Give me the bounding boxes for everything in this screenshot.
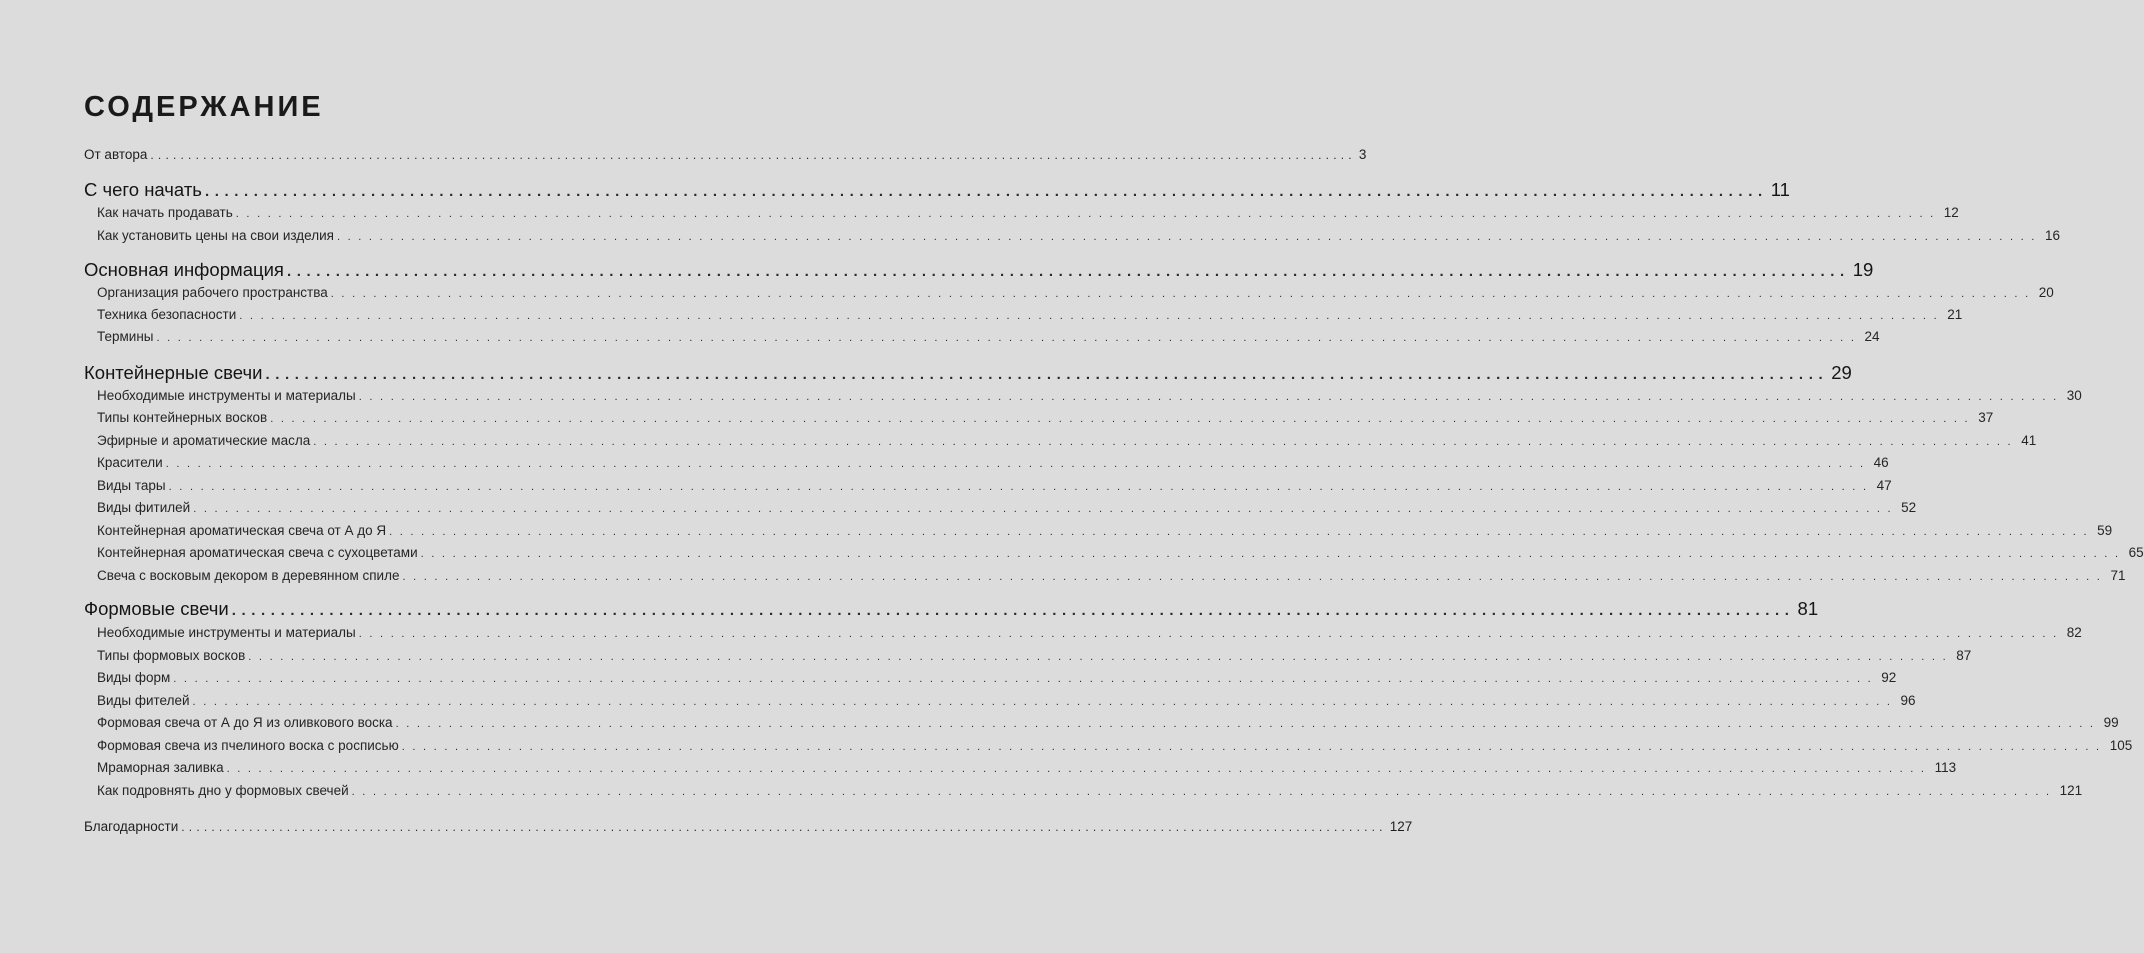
toc-entry[interactable] [97, 305, 1963, 325]
dot-leader: ................................................................................................................................................................ [204, 183, 1768, 200]
toc-entry-page: 3 [1358, 147, 1367, 162]
dot-leader: ................................................................................................................................................................ [156, 332, 1862, 344]
toc-entry-page: 105 [2109, 738, 2133, 753]
toc-entry-label: Виды фитилей [97, 500, 191, 515]
toc-entry-label: Типы контейнерных восков [97, 410, 268, 425]
toc-entry-page: 21 [1947, 307, 1963, 322]
toc-entry[interactable] [97, 453, 1889, 473]
toc-entry-label: Свеча с восковым декором в деревянном спиле [97, 568, 400, 583]
toc-entry-label: Необходимые инструменты и материалы [97, 625, 356, 640]
toc-entry-page: 87 [1956, 648, 1972, 663]
toc-entry-page: 121 [2059, 783, 2083, 798]
toc-section-title: Основная информация [84, 259, 284, 280]
dot-leader: ................................................................................................................................................................ [358, 391, 2064, 403]
toc-entry[interactable] [97, 713, 2119, 733]
toc-entry-label: Организация рабочего пространства [97, 285, 328, 300]
toc-entry-page: 127 [1389, 819, 1413, 834]
dot-leader: ................................................................................................................................................................ [235, 208, 1941, 220]
dot-leader: ................................................................................................................................................................ [313, 436, 2019, 448]
dot-leader: ................................................................................................................................................................ [168, 481, 1874, 493]
toc-entry-label: Контейнерная ароматическая свеча от А до Я [97, 523, 387, 538]
dot-leader: ................................................................................................................................................................ [351, 786, 2057, 798]
toc-entry-page: 82 [2066, 625, 2082, 640]
toc-entry-page: 96 [1900, 693, 1916, 708]
dot-leader: ................................................................................................................................................................ [286, 263, 1850, 280]
toc-entry-label: Формовая свеча от А до Я из оливкового воска [97, 715, 393, 730]
dot-leader: ................................................................................................................................................................ [150, 148, 1356, 162]
toc-entry[interactable] [97, 431, 2037, 451]
dot-leader: ................................................................................................................................................................ [181, 820, 1387, 834]
toc-entry[interactable] [97, 566, 2126, 586]
toc-entry[interactable] [97, 543, 2144, 563]
toc-entry-page: 30 [2066, 388, 2082, 403]
dot-leader: ................................................................................................................................................................ [265, 366, 1829, 383]
dot-leader: ................................................................................................................................................................ [330, 288, 2036, 300]
page-title: СОДЕРЖАНИЕ [84, 91, 324, 123]
toc-section-1[interactable] [84, 178, 1790, 202]
toc-entry-label: Типы формовых восков [97, 648, 246, 663]
dot-leader: ................................................................................................................................................................ [401, 741, 2107, 753]
toc-entry[interactable] [97, 327, 1880, 347]
toc-section-title: Формовые свечи [84, 598, 229, 619]
toc-entry-outro[interactable] [84, 817, 1413, 837]
toc-entry-page: 52 [1901, 500, 1917, 515]
dot-leader: ................................................................................................................................................................ [270, 413, 1976, 425]
toc-entry-label: Как начать продавать [97, 205, 233, 220]
toc-entry[interactable] [97, 781, 2083, 801]
dot-leader: ................................................................................................................................................................ [395, 718, 2101, 730]
toc-entry[interactable] [97, 758, 1957, 778]
toc-entry-page: 92 [1881, 670, 1897, 685]
toc-entry-page: 59 [2097, 523, 2113, 538]
dot-leader: ................................................................................................................................................................ [248, 651, 1954, 663]
toc-entry-label: Термины [97, 329, 154, 344]
toc-entry-page: 99 [2103, 715, 2119, 730]
dot-leader: ................................................................................................................................................................ [165, 458, 1871, 470]
toc-entry[interactable] [97, 498, 1917, 518]
toc-entry[interactable] [97, 283, 2054, 303]
toc-entry-label: Красители [97, 455, 163, 470]
toc-entry-page: 12 [1943, 205, 1959, 220]
toc-entry-label: Техника безопасности [97, 307, 237, 322]
toc-entry[interactable] [97, 386, 2082, 406]
toc-entry-label: Формовая свеча из пчелиного воска с росписью [97, 738, 399, 753]
dot-leader: ................................................................................................................................................................ [402, 571, 2108, 583]
dot-leader: ................................................................................................................................................................ [389, 526, 2095, 538]
toc-entry-page: 37 [1978, 410, 1994, 425]
toc-entry[interactable] [97, 668, 1897, 688]
toc-entry-label: Контейнерная ароматическая свеча с сухоцветами [97, 545, 418, 560]
toc-entry[interactable] [97, 226, 2060, 246]
dot-leader: ................................................................................................................................................................ [239, 310, 1945, 322]
toc-entry-label: Как подровнять дно у формовых свечей [97, 783, 349, 798]
toc-entry-label: Необходимые инструменты и материалы [97, 388, 356, 403]
dot-leader: ................................................................................................................................................................ [336, 231, 2042, 243]
toc-entry-label: Виды фителей [97, 693, 190, 708]
toc-entry[interactable] [97, 646, 1972, 666]
toc-entry-page: 20 [2038, 285, 2054, 300]
toc-entry-label: Мраморная заливка [97, 760, 224, 775]
toc-entry[interactable] [97, 736, 2133, 756]
toc-entry-label: Виды тары [97, 478, 166, 493]
toc-entry[interactable] [97, 521, 2113, 541]
toc-entry-label: Как установить цены на свои изделия [97, 228, 334, 243]
toc-entry-page: 16 [2044, 228, 2060, 243]
dot-leader: ................................................................................................................................................................ [358, 628, 2064, 640]
toc-entry-label: Эфирные и ароматические масла [97, 433, 311, 448]
toc-section-title: С чего начать [84, 179, 202, 200]
dot-leader: ................................................................................................................................................................ [420, 548, 2126, 560]
toc-section-3[interactable] [84, 361, 1852, 385]
dot-leader: ................................................................................................................................................................ [173, 673, 1879, 685]
dot-leader: ................................................................................................................................................................ [193, 503, 1899, 515]
dot-leader: ................................................................................................................................................................ [192, 696, 1898, 708]
toc-entry-page: 65 [2128, 545, 2144, 560]
toc-section-page: 11 [1770, 179, 1790, 200]
toc-entry-label: Виды форм [97, 670, 171, 685]
toc-entry-page: 46 [1873, 455, 1889, 470]
toc-entry-page: 41 [2021, 433, 2037, 448]
toc-entry-page: 47 [1876, 478, 1892, 493]
toc-section-page: 81 [1797, 598, 1819, 619]
toc-section-page: 29 [1831, 362, 1852, 383]
toc-entry[interactable] [97, 691, 1916, 711]
toc-entry-label: От автора [84, 147, 148, 162]
dot-leader: ................................................................................................................................................................ [226, 763, 1932, 775]
toc-entry-label: Благодарности [84, 819, 179, 834]
dot-leader: ................................................................................................................................................................ [231, 602, 1795, 619]
toc-entry[interactable] [97, 623, 2082, 643]
toc-section-title: Контейнерные свечи [84, 362, 263, 383]
toc-entry-page: 71 [2110, 568, 2126, 583]
table-of-contents-page [84, 0, 2144, 953]
toc-entry[interactable] [97, 408, 1994, 428]
toc-entry[interactable] [97, 476, 1892, 496]
toc-section-4[interactable] [84, 597, 1819, 621]
toc-section-page: 19 [1852, 259, 1874, 280]
toc-entry-page: 24 [1864, 329, 1880, 344]
toc-entry-page: 113 [1934, 760, 1957, 775]
toc-entry-intro[interactable] [84, 145, 1367, 165]
toc-section-2[interactable] [84, 258, 1874, 282]
toc-entry[interactable] [97, 203, 1959, 223]
